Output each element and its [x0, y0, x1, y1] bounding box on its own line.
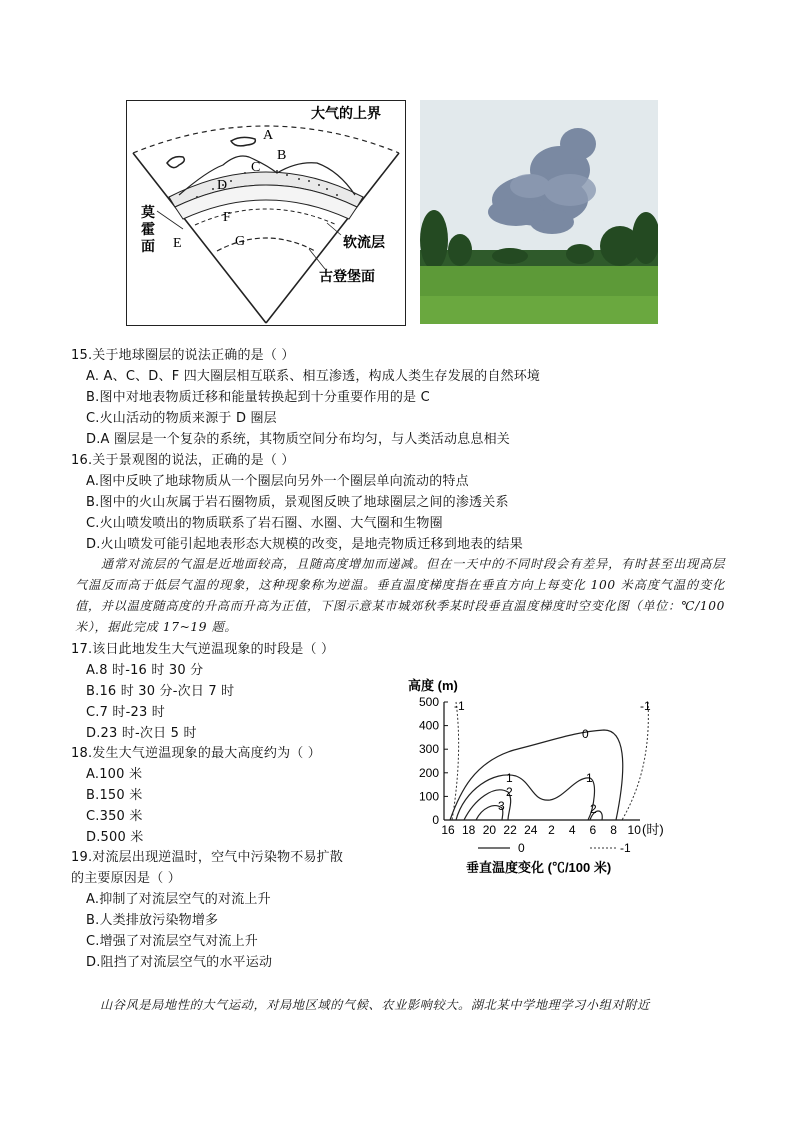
legend-dotted-label: -1 — [620, 841, 631, 855]
question-16-option-b[interactable]: B.图中的火山灰属于岩石圈物质，景观图反映了地球圈层之间的渗透关系 — [86, 495, 509, 510]
chart-svg — [404, 672, 704, 882]
x-tick-label: 22 — [503, 823, 517, 837]
question-16-stem: 16.关于景观图的说法，正确的是（ ） — [71, 453, 295, 468]
passage-text: 通常对流层的气温是近地面较高，且随高度增加而递减。但在一天中的不同时段会有差异，有时甚至出现高层气温反而高于低层气温的现象，这种现象称为逆温。垂直温度梯度指在垂直方向上每变化 100 米高度气温的变化值，并以温度随高度的升高而升高为正值，下图示意某市城郊秋季某时段垂直温度梯度时空变化图（单位：℃/100 米），据此完成 17~19 题。 — [75, 557, 725, 634]
question-19-option-c[interactable]: C.增强了对流层空气对流上升 — [86, 934, 259, 949]
earth-layers-diagram — [126, 100, 406, 326]
question-15-option-b[interactable]: B.图中对地表物质迁移和能量转换起到十分重要作用的是 C — [86, 390, 430, 405]
question-16-option-d[interactable]: D.火山喷发可能引起地表形态大规模的改变，是地壳物质迁移到地表的结果 — [86, 537, 523, 552]
question-19-stem-cont: 的主要原因是（ ） — [71, 871, 181, 886]
x-tick-label: 16 — [441, 823, 455, 837]
isoline-label-3: 3 — [498, 799, 505, 813]
volcano-photo — [420, 100, 658, 324]
label-F: F — [223, 210, 231, 225]
question-18-option-a[interactable]: A.100 米 — [86, 767, 143, 782]
question-16-option-c[interactable]: C.火山喷发喷出的物质联系了岩石圈、水圈、大气圈和生物圈 — [86, 516, 443, 531]
x-tick-label: 4 — [568, 823, 576, 837]
isoline-label-2-right: 2 — [590, 802, 597, 816]
y-tick-label: 0 — [432, 813, 439, 827]
next-passage-text: 山谷风是局地性的大气运动，对局地区域的气候、农业影响较大。湖北某中学地理学习小组对附近 — [100, 998, 650, 1012]
isoline-label-0: 0 — [582, 727, 589, 741]
question-18-option-c[interactable]: C.350 米 — [86, 809, 143, 824]
x-tick-label: 2 — [548, 823, 555, 837]
label-A: A — [263, 128, 274, 143]
question-15-option-c[interactable]: C.火山活动的物质来源于 D 圈层 — [86, 411, 277, 426]
isoline-0 — [450, 730, 623, 820]
label-E: E — [173, 236, 182, 251]
question-19-option-a[interactable]: A.抑制了对流层空气的对流上升 — [86, 892, 271, 907]
isoline-label-1-right: 1 — [586, 771, 593, 785]
isoline-label-1-left: 1 — [506, 771, 513, 785]
question-15-option-a[interactable]: A. A、C、D、F 四大圈层相互联系、相互渗透，构成人类生存发展的自然环境 — [86, 369, 541, 384]
question-15-option-d[interactable]: D.A 圈层是一个复杂的系统，其物质空间分布均匀，与人类活动息息相关 — [86, 432, 510, 447]
question-19-stem: 19.对流层出现逆温时，空气中污染物不易扩散 — [71, 850, 344, 865]
volcano-photo-svg — [420, 100, 658, 324]
x-tick-label: 10 — [627, 823, 641, 837]
y-tick-label: 300 — [418, 742, 439, 757]
label-D: D — [217, 178, 228, 193]
question-17-stem: 17.该日此地发生大气逆温现象的时段是（ ） — [71, 642, 335, 657]
y-tick-label: 500 — [418, 695, 439, 709]
question-17-option-c[interactable]: C.7 时-23 时 — [86, 705, 165, 720]
label-atmosphere-top: 大气的上界 — [311, 106, 381, 122]
x-tick-label: 8 — [610, 823, 617, 837]
label-G: G — [235, 234, 246, 249]
question-18-option-b[interactable]: B.150 米 — [86, 788, 143, 803]
label-B: B — [277, 148, 287, 163]
isoline-minus1-right — [622, 702, 648, 820]
question-16-option-a[interactable]: A.图中反映了地球物质从一个圈层向另外一个圈层单向流动的特点 — [86, 474, 469, 489]
question-19-option-d[interactable]: D.阻挡了对流层空气的水平运动 — [86, 955, 273, 970]
question-17-option-a[interactable]: A.8 时-16 时 30 分 — [86, 663, 204, 678]
earth-layers-svg — [127, 101, 405, 325]
label-gutenberg: 古登堡面 — [319, 269, 375, 285]
isoline-label-minus1-right: -1 — [640, 699, 651, 713]
legend-solid-label: 0 — [518, 841, 525, 855]
label-C: C — [251, 160, 261, 175]
y-tick-label: 100 — [418, 789, 439, 804]
x-tick-label: 20 — [482, 823, 497, 837]
isoline-1 — [456, 775, 594, 820]
chart-xlabel: 垂直温度变化 (℃/100 米) — [466, 860, 612, 875]
question-17-option-b[interactable]: B.16 时 30 分-次日 7 时 — [86, 684, 235, 699]
temperature-gradient-chart — [404, 672, 704, 882]
isoline-label-2-left: 2 — [506, 785, 513, 799]
y-tick-label: 400 — [418, 718, 439, 733]
question-15-stem: 15.关于地球圈层的说法正确的是（ ） — [71, 348, 295, 363]
x-axis-ticks — [441, 823, 641, 837]
label-asthenosphere: 软流层 — [343, 235, 385, 251]
question-17-option-d[interactable]: D.23 时-次日 5 时 — [86, 726, 197, 741]
chart-ylabel: 高度 (m) — [408, 678, 458, 693]
question-18-option-d[interactable]: D.500 米 — [86, 830, 144, 845]
x-tick-label: 24 — [524, 823, 538, 837]
isoline-label-minus1-left: -1 — [454, 699, 465, 713]
x-tick-label: 6 — [589, 823, 597, 837]
x-tick-label: 18 — [462, 823, 476, 837]
y-tick-label: 200 — [418, 765, 439, 780]
label-moho: 莫霍面 — [141, 205, 155, 255]
question-18-stem: 18.发生大气逆温现象的最大高度约为（ ） — [71, 746, 322, 761]
question-19-option-b[interactable]: B.人类排放污染物增多 — [86, 913, 219, 928]
x-unit: (时) — [642, 822, 664, 837]
